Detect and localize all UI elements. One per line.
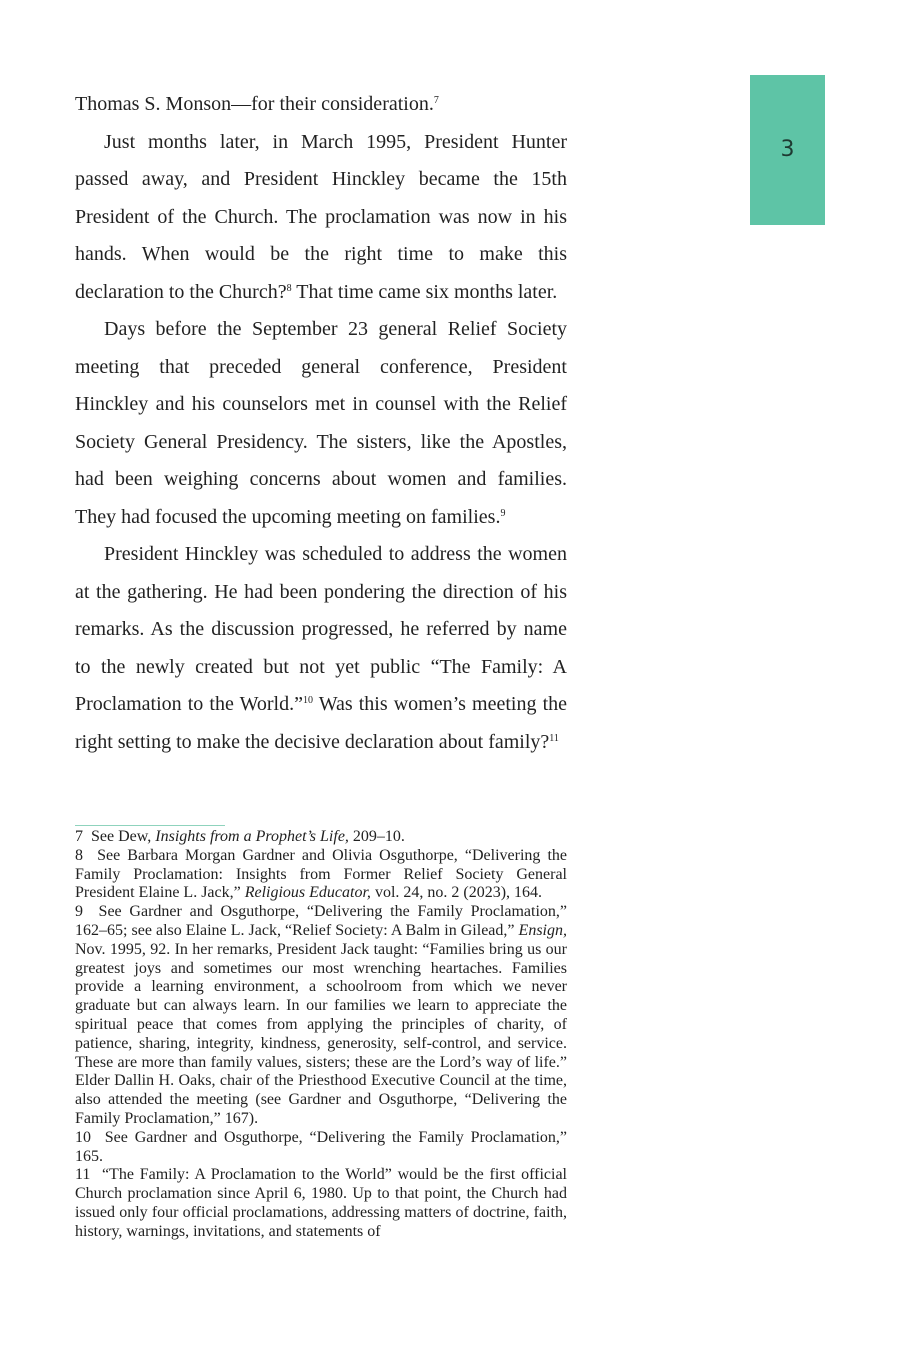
footnotes	[75, 828, 567, 1242]
footnote-ref-8[interactable]: 8	[286, 282, 292, 294]
page-number: 3	[780, 137, 795, 162]
body-text	[75, 86, 567, 761]
footnote-number: 10	[75, 1128, 91, 1146]
footnote-ref-11[interactable]: 11	[549, 732, 559, 744]
footnote-title: Ensign,	[518, 921, 567, 939]
footnote-number: 9	[75, 903, 83, 921]
footnote-text: “The Family: A Proclamation to the World” would be the first official Church proclamation since April 6, 1980. Up to that point, the Church had issued only four official proclamations, addressing matters of doctrine, faith, history, warnings, invitations, and statements of	[75, 1166, 568, 1240]
footnote-text: See Gardner and Osguthorpe, “Delivering the Family Proclamation,” 165.	[75, 1128, 568, 1165]
paragraph-2	[75, 124, 567, 312]
footnote-text: See Barbara Morgan Gardner and Olivia Osguthorpe, “Delivering the Family Proclamation: Insights from Former Relief Society General President Elaine L. Jack,”	[75, 846, 568, 902]
footnote-text-end: Nov. 1995, 92. In her remarks, President Jack taught: “Families bring us our greatest joys and sometimes our most wrenching heartaches. Families provide a learning environment, a schoolroom from which we never graduate but can always learn. In our families we learn to appreciate the spiritual peace that comes from applying the principles of charity, of patience, sharing, integrity, kindness, generosity, self-control, and service. These are more than family values, sisters; these are the Lord’s way of life.” Elder Dallin H. Oaks, chair of the Priesthood Executive Council at the time, also attended the meeting (see Gardner and Osguthorpe, “Delivering the Family Proclamation,” 167).	[75, 940, 567, 1127]
paragraph-3-text: Days before the September 23 general Relief Society meeting that preceded general conference, President Hinckley and his counselors met in counsel with the Relief Society General Presidency. The sisters, like the Apostles, had been weighing concerns about women and families. They had focused the upcoming meeting on families.	[75, 318, 567, 528]
footnote-title: Religious Educator,	[244, 884, 371, 902]
paragraph-2-text: Just months later, in March 1995, President Hunter passed away, and President Hinckley became the 15th President of the Church. The proclamation was now in his hands. When would be the right time to make this declaration to the Church?	[75, 130, 567, 303]
paragraph-2-text-end: That time came six months later.	[291, 280, 558, 303]
footnote-ref-9[interactable]: 9	[500, 507, 506, 519]
footnote-text-end: vol. 24, no. 2 (2023), 164.	[370, 884, 543, 902]
footnote-8	[75, 847, 567, 903]
paragraph-4-text-end: Was this women’s meeting the right setting to make the decisive declaration about family?	[75, 693, 568, 753]
page-number-tab	[750, 75, 825, 225]
footnote-number: 7	[75, 828, 83, 845]
footnote-text-end: 209–10.	[348, 828, 405, 845]
footnote-9	[75, 903, 567, 1129]
paragraph-3	[75, 311, 567, 536]
paragraph-1	[75, 86, 567, 124]
footnote-text: See Dew,	[91, 828, 156, 845]
footnote-number: 8	[75, 846, 83, 864]
footnote-ref-10[interactable]: 10	[302, 695, 313, 706]
footnote-text: See Gardner and Osguthorpe, “Delivering the Family Proclamation,” 162–65; see also Elaine L. Jack, “Relief Society: A Balm in Gilead,”	[75, 903, 568, 939]
footnote-title: Insights from a Prophet’s Life,	[155, 828, 349, 845]
footnote-10	[75, 1129, 567, 1167]
footnote-number: 11	[75, 1166, 91, 1184]
footnote-11	[75, 1166, 567, 1241]
paragraph-4	[75, 536, 567, 761]
footnote-7	[75, 828, 567, 847]
footnote-ref-7[interactable]: 7	[433, 95, 439, 106]
paragraph-1-text: Thomas S. Monson—for their consideration.	[75, 93, 434, 115]
footnote-divider	[75, 825, 225, 826]
paragraph-4-text: President Hinckley was scheduled to address the women at the gathering. He had been pondering the direction of his remarks. As the discussion progressed, he referred by name to the newly created but not yet public “The Family: A Proclamation to the World.”	[75, 543, 567, 715]
